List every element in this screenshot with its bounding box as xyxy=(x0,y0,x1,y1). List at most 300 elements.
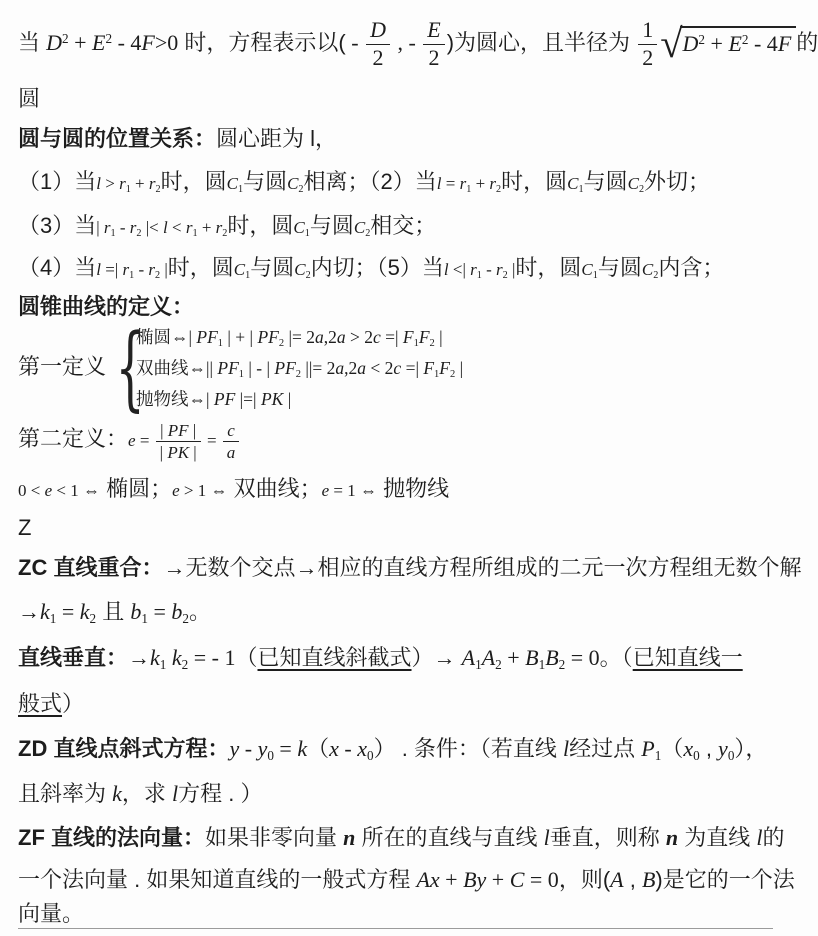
math-op: - xyxy=(408,30,422,55)
math-superscript: 2 xyxy=(62,31,69,47)
math-op: - xyxy=(345,30,365,55)
math-op: ⇔| xyxy=(188,388,214,409)
math-op: + xyxy=(705,30,729,56)
text-run: → xyxy=(18,599,40,624)
fraction xyxy=(423,18,444,70)
math-subscript: 2 xyxy=(278,338,285,350)
math-var: a xyxy=(226,443,236,463)
math-var: D xyxy=(682,30,699,56)
math-subscript: 2 xyxy=(365,228,371,240)
math-var: A xyxy=(610,867,624,892)
math-var: E xyxy=(427,17,441,43)
text-run: 时，圆 xyxy=(167,255,234,280)
math-subscript: 1 xyxy=(129,270,135,282)
text-run: ，求 xyxy=(121,781,173,806)
math-var: e xyxy=(44,481,53,500)
math-op: 1 xyxy=(642,17,654,43)
fraction-denominator xyxy=(423,44,444,71)
math-op: | xyxy=(160,260,168,279)
math-subscript: 2 xyxy=(496,184,502,196)
math-var: B xyxy=(525,645,539,670)
math-op: 2 xyxy=(372,44,384,70)
math-var: PK xyxy=(167,443,190,463)
radical xyxy=(660,20,796,66)
g sm xyxy=(172,481,227,500)
math-op: ⇔| xyxy=(171,326,197,347)
math-var: c xyxy=(227,420,235,440)
case-row xyxy=(136,356,463,384)
math-subscript: 1 xyxy=(304,228,310,240)
g sm xyxy=(294,260,311,282)
text-run: 时，方程表示以( xyxy=(178,30,346,55)
math-op: < xyxy=(167,218,186,237)
math-op: - xyxy=(481,260,497,279)
math-subscript: 1 xyxy=(125,184,131,196)
math-op: + xyxy=(501,645,526,670)
text-run: 相交； xyxy=(370,213,437,238)
heading-run: 圆与圆的位置关系 xyxy=(18,126,195,151)
math-var: k xyxy=(40,599,50,624)
math-op: = xyxy=(202,431,221,450)
math-subscript: 1 xyxy=(476,270,482,282)
math-var: r xyxy=(215,218,223,237)
math-op: - 4 xyxy=(748,30,778,56)
math-op: = xyxy=(135,431,154,450)
math-var: C xyxy=(353,218,366,237)
text-run: 外切； xyxy=(644,169,711,194)
math-var: F xyxy=(402,326,414,347)
math-subscript: 2 xyxy=(305,270,311,282)
g sm xyxy=(287,174,304,196)
math-subscript: 1 xyxy=(49,611,57,627)
math-var: F xyxy=(418,326,430,347)
math-var: a xyxy=(335,357,345,378)
math-var: C xyxy=(627,174,639,193)
math-op: , xyxy=(391,30,409,55)
vector-bold: n xyxy=(665,825,679,850)
g sm xyxy=(233,260,251,282)
g sm xyxy=(353,218,371,240)
math-var: k xyxy=(171,645,182,670)
math-subscript: 2 xyxy=(558,657,566,673)
line-zf-normal-vector xyxy=(18,817,785,859)
g sm xyxy=(436,174,502,196)
math-op: > xyxy=(100,174,120,193)
text-run: 相离；（2）当 xyxy=(303,169,437,194)
fraction-numerator xyxy=(366,18,390,44)
g sm xyxy=(322,481,377,500)
line-zf-end xyxy=(18,901,775,927)
math-subscript: 2 xyxy=(502,270,508,282)
text-run: （ xyxy=(307,736,330,761)
line-zc-continuation xyxy=(18,589,775,634)
underlined-text: 般式 xyxy=(18,691,63,716)
text-run: → xyxy=(128,645,151,670)
text-run: , xyxy=(623,867,642,892)
math-op: - 4 xyxy=(112,30,142,55)
math-var: PF xyxy=(257,326,279,347)
radicand xyxy=(680,26,797,57)
math-var: y xyxy=(229,736,240,761)
line-first-definition xyxy=(18,314,775,422)
math-subscript: 2 xyxy=(89,611,97,627)
math-op: | xyxy=(188,420,197,440)
text-run: Z xyxy=(18,515,32,540)
line-case-3 xyxy=(18,204,775,247)
math-subscript: 2 xyxy=(429,338,435,350)
line-zf-continuation xyxy=(18,859,795,901)
case-row xyxy=(136,387,463,412)
math-subscript: 2 xyxy=(495,657,502,673)
math-op: | xyxy=(96,218,104,237)
math-var: x xyxy=(683,736,694,761)
math-var: By xyxy=(463,867,487,892)
math-var: r xyxy=(496,260,503,279)
text-run: （1）当 xyxy=(18,169,97,194)
text-run: 椭圆 xyxy=(136,326,172,347)
text-run: 与圆 xyxy=(250,255,295,280)
math-op: = xyxy=(147,599,172,624)
line-two-circles-heading xyxy=(18,119,775,159)
math-var: l xyxy=(96,174,101,193)
text-run: 的 xyxy=(762,825,785,850)
underlined-text: 已知直线一 xyxy=(632,645,743,670)
text-run: 与圆 xyxy=(309,213,354,238)
math-subscript: 1 xyxy=(592,270,598,282)
text-run: 如果非零向量 xyxy=(205,825,344,850)
fraction xyxy=(223,421,240,462)
text-run: 时，圆 xyxy=(160,169,227,194)
math-op: = 0 xyxy=(524,867,559,892)
math-var: r xyxy=(185,218,193,237)
math-var: r xyxy=(470,260,477,279)
math-subscript: 1 xyxy=(475,657,482,673)
g sm xyxy=(96,174,161,196)
heading-run: ： xyxy=(183,825,206,850)
text-run: 。（ xyxy=(599,645,633,670)
underlined-text: 已知直线斜截式 xyxy=(257,645,412,670)
math-var: C xyxy=(641,260,654,279)
math-subscript: 2 xyxy=(638,184,645,196)
text-run: 双曲线； xyxy=(227,476,322,501)
g sm xyxy=(641,260,659,282)
text-run: 且 xyxy=(96,599,131,624)
math-var: l xyxy=(436,174,442,193)
heading-run: ： xyxy=(194,126,217,151)
text-run: 为直线 xyxy=(678,825,757,850)
math-var: k xyxy=(112,781,122,806)
text-run: 双曲线 xyxy=(136,357,189,378)
case-brace xyxy=(109,314,464,422)
math-var: r xyxy=(148,260,155,279)
math-op: 0 < xyxy=(18,481,45,500)
line-zd-point-slope xyxy=(18,727,775,771)
vector-bold: n xyxy=(343,825,356,850)
text-run: 抛物线 xyxy=(136,388,189,409)
math-subscript: 1 xyxy=(238,369,245,381)
math-op: 2 xyxy=(428,44,440,70)
math-var: b xyxy=(130,599,142,624)
text-run: 当 xyxy=(18,30,47,55)
math-subscript: 1 xyxy=(159,657,167,673)
math-var: r xyxy=(459,174,467,193)
document-body xyxy=(18,4,818,927)
line-perpendicular-continuation xyxy=(18,681,775,727)
radical-sign: √ xyxy=(660,20,683,66)
line-zd-continuation xyxy=(18,771,775,817)
heading-run: ： xyxy=(106,645,129,670)
math-var: r xyxy=(119,174,126,193)
math-var: F xyxy=(141,30,155,55)
math-subscript: 1 xyxy=(466,184,472,196)
text-run: 与圆 xyxy=(243,169,288,194)
math-var: C xyxy=(226,174,238,193)
math-var: C xyxy=(294,260,306,279)
math-op: | + | xyxy=(223,326,258,347)
math-op: ||= 2 xyxy=(301,357,336,378)
math-subscript: 0 xyxy=(366,748,374,764)
heading-run: ZD 直线点斜式方程 xyxy=(18,736,208,761)
g sm xyxy=(96,218,228,240)
case-row xyxy=(136,325,463,353)
math-subscript: 1 xyxy=(110,228,116,240)
text-run: ）， xyxy=(734,736,768,761)
math-subscript: 2 xyxy=(182,611,189,627)
math-var: r xyxy=(148,174,156,193)
heading-run: ： xyxy=(141,555,164,580)
math-op: = xyxy=(56,599,80,624)
math-var: B xyxy=(641,867,656,892)
math-var: r xyxy=(489,174,497,193)
math-var: P xyxy=(641,736,655,761)
text-run: 。 xyxy=(188,599,211,624)
math-op: | - | xyxy=(244,357,275,378)
math-op: ,2 xyxy=(344,357,358,378)
math-var: C xyxy=(287,174,299,193)
text-run: 与圆 xyxy=(597,255,642,280)
text-run: 椭圆； xyxy=(99,476,173,501)
math-var: r xyxy=(129,218,137,237)
math-var: F xyxy=(423,357,435,378)
g sm xyxy=(96,260,168,282)
fraction-numerator xyxy=(638,18,657,44)
math-var: PF xyxy=(167,420,189,440)
math-op: - xyxy=(239,736,258,761)
math-subscript: 1 xyxy=(434,369,440,381)
math-op: + xyxy=(68,30,93,55)
math-op: - xyxy=(115,218,130,237)
text-run: （4）当 xyxy=(18,255,97,280)
math-op: | xyxy=(159,443,168,463)
math-var: E xyxy=(728,30,742,56)
math-op: |< xyxy=(141,218,164,237)
math-var: PF xyxy=(196,326,218,347)
math-subscript: 0 xyxy=(267,748,274,764)
text-run: 一个法向量 . 如果知道直线的一般式方程 xyxy=(18,867,417,892)
text-run: 向量。 xyxy=(18,901,85,926)
math-op: =| xyxy=(380,326,403,347)
math-var: PF xyxy=(213,388,236,409)
heading-run: 圆锥曲线的定义： xyxy=(18,294,195,319)
math-var: x xyxy=(357,736,367,761)
text-run: 圆 xyxy=(18,86,41,111)
math-op: = xyxy=(273,736,298,761)
math-var: F xyxy=(439,357,450,378)
text-run: 所在的直线与直线 xyxy=(355,825,544,850)
fraction xyxy=(638,18,657,70)
line-general-circle-equation xyxy=(18,4,818,82)
math-var: a xyxy=(357,357,367,378)
text-run: →无数个交点→相应的直线方程所组成的二元一次方程组无数个解 xyxy=(163,555,802,580)
text-run: 时，圆 xyxy=(515,255,582,280)
math-op: |= 2 xyxy=(284,326,315,347)
math-var: k xyxy=(150,645,160,670)
text-run: 时，圆 xyxy=(227,213,294,238)
math-var: l xyxy=(443,260,449,279)
g sm xyxy=(18,481,100,500)
g sm xyxy=(567,174,584,196)
math-var: e xyxy=(172,481,180,500)
math-var: e xyxy=(321,481,330,500)
math-var: a xyxy=(336,326,346,347)
fraction-numerator xyxy=(423,18,444,44)
math-op: + xyxy=(130,174,149,193)
text-run: （3）当 xyxy=(18,213,97,238)
math-op: = 0 xyxy=(565,645,600,670)
math-var: D xyxy=(46,30,63,55)
text-run: （ xyxy=(235,645,258,670)
math-subscript: 2 xyxy=(222,228,228,240)
text-run: ）→ xyxy=(411,645,462,670)
text-run: 方程 . ） xyxy=(178,781,263,806)
g sm xyxy=(443,260,516,282)
math-var: C xyxy=(509,867,525,892)
math-op: =| xyxy=(100,260,123,279)
math-op: | xyxy=(189,443,197,463)
math-var: l xyxy=(96,260,101,279)
text-run: 时，圆 xyxy=(501,169,568,194)
math-op: - xyxy=(338,736,358,761)
math-op: = 1 ⇔ xyxy=(329,481,378,500)
math-var: r xyxy=(103,218,111,237)
heading-run: ： xyxy=(207,736,230,761)
math-op: < 1 ⇔ xyxy=(52,481,100,500)
math-op: + xyxy=(439,867,464,892)
text-run: 的 xyxy=(796,30,818,55)
text-run: 与圆 xyxy=(583,169,628,194)
math-var: a xyxy=(314,326,324,347)
math-superscript: 2 xyxy=(698,32,706,48)
math-var: D xyxy=(370,17,386,43)
math-var: l xyxy=(172,781,179,806)
math-var: y xyxy=(257,736,268,761)
bottom-divider xyxy=(18,928,773,929)
line-cases-1-2 xyxy=(18,159,775,204)
text-run: )是它的一个法 xyxy=(655,867,795,892)
line-z xyxy=(18,509,775,547)
math-var: x xyxy=(329,736,339,761)
math-var: PF xyxy=(217,357,239,378)
heading-run: ZC 直线重合 xyxy=(18,555,142,580)
math-var: E xyxy=(92,30,106,55)
math-op: | xyxy=(434,326,443,347)
math-op: =| xyxy=(401,357,424,378)
g sm xyxy=(226,174,244,196)
text-run: 抛物线 xyxy=(377,476,450,501)
math-var: F xyxy=(777,30,792,56)
math-var: k xyxy=(297,736,308,761)
math-var: l xyxy=(543,825,550,850)
math-op: | xyxy=(455,357,464,378)
math-subscript: 1 xyxy=(654,748,662,764)
math-var: C xyxy=(567,174,579,193)
math-subscript: 1 xyxy=(141,611,148,627)
line-zc-coincident-lines xyxy=(18,547,802,589)
line-circle-wrap xyxy=(18,82,775,119)
math-subscript: 1 xyxy=(413,338,419,350)
math-op: + xyxy=(486,867,510,892)
g sm xyxy=(627,174,645,196)
math-op: = - 1 xyxy=(188,645,236,670)
math-var: C xyxy=(293,218,305,237)
line-cases-4-5 xyxy=(18,247,775,289)
math-subscript: 2 xyxy=(136,228,142,240)
text-run: 圆心距为 l， xyxy=(216,126,338,151)
math-op: + xyxy=(471,174,490,193)
math-subscript: 1 xyxy=(217,338,224,350)
math-subscript: 0 xyxy=(727,748,735,764)
math-op: >0 xyxy=(154,30,179,55)
math-subscript: 2 xyxy=(449,369,456,381)
g sm xyxy=(128,420,241,463)
fraction xyxy=(156,421,201,462)
math-subscript: 2 xyxy=(295,369,302,381)
math-subscript: 1 xyxy=(192,228,198,240)
g sm xyxy=(293,218,310,240)
math-subscript: 0 xyxy=(693,748,700,764)
math-var: A xyxy=(481,645,496,670)
math-var: Ax xyxy=(416,867,440,892)
math-var: b xyxy=(171,599,183,624)
math-var: l xyxy=(163,218,168,237)
math-superscript: 2 xyxy=(105,31,113,47)
math-var: A xyxy=(461,645,476,670)
math-op: | xyxy=(507,260,516,279)
math-op: > 1 ⇔ xyxy=(179,481,228,500)
math-op: + xyxy=(197,218,216,237)
math-subscript: 2 xyxy=(298,184,304,196)
text-run: ，则( xyxy=(558,867,611,892)
math-var: c xyxy=(393,357,402,378)
math-var: PF xyxy=(274,357,296,378)
math-var: e xyxy=(128,431,136,450)
fraction-numerator xyxy=(156,421,201,441)
math-op: | xyxy=(283,388,292,409)
math-op: |=| xyxy=(235,388,261,409)
math-subscript: 2 xyxy=(155,270,161,282)
text-run: 垂直，则称 xyxy=(549,825,666,850)
fraction-numerator xyxy=(223,421,240,441)
math-var: c xyxy=(372,326,381,347)
math-subscript: 1 xyxy=(538,657,546,673)
text-run: ） . 条件：（若直线 xyxy=(373,736,564,761)
fraction xyxy=(366,18,390,70)
text-run: 内切；（5）当 xyxy=(310,255,444,280)
left-brace: { xyxy=(115,314,145,422)
math-var: y xyxy=(718,736,728,761)
math-var: C xyxy=(581,260,593,279)
fraction-denominator xyxy=(366,44,390,71)
